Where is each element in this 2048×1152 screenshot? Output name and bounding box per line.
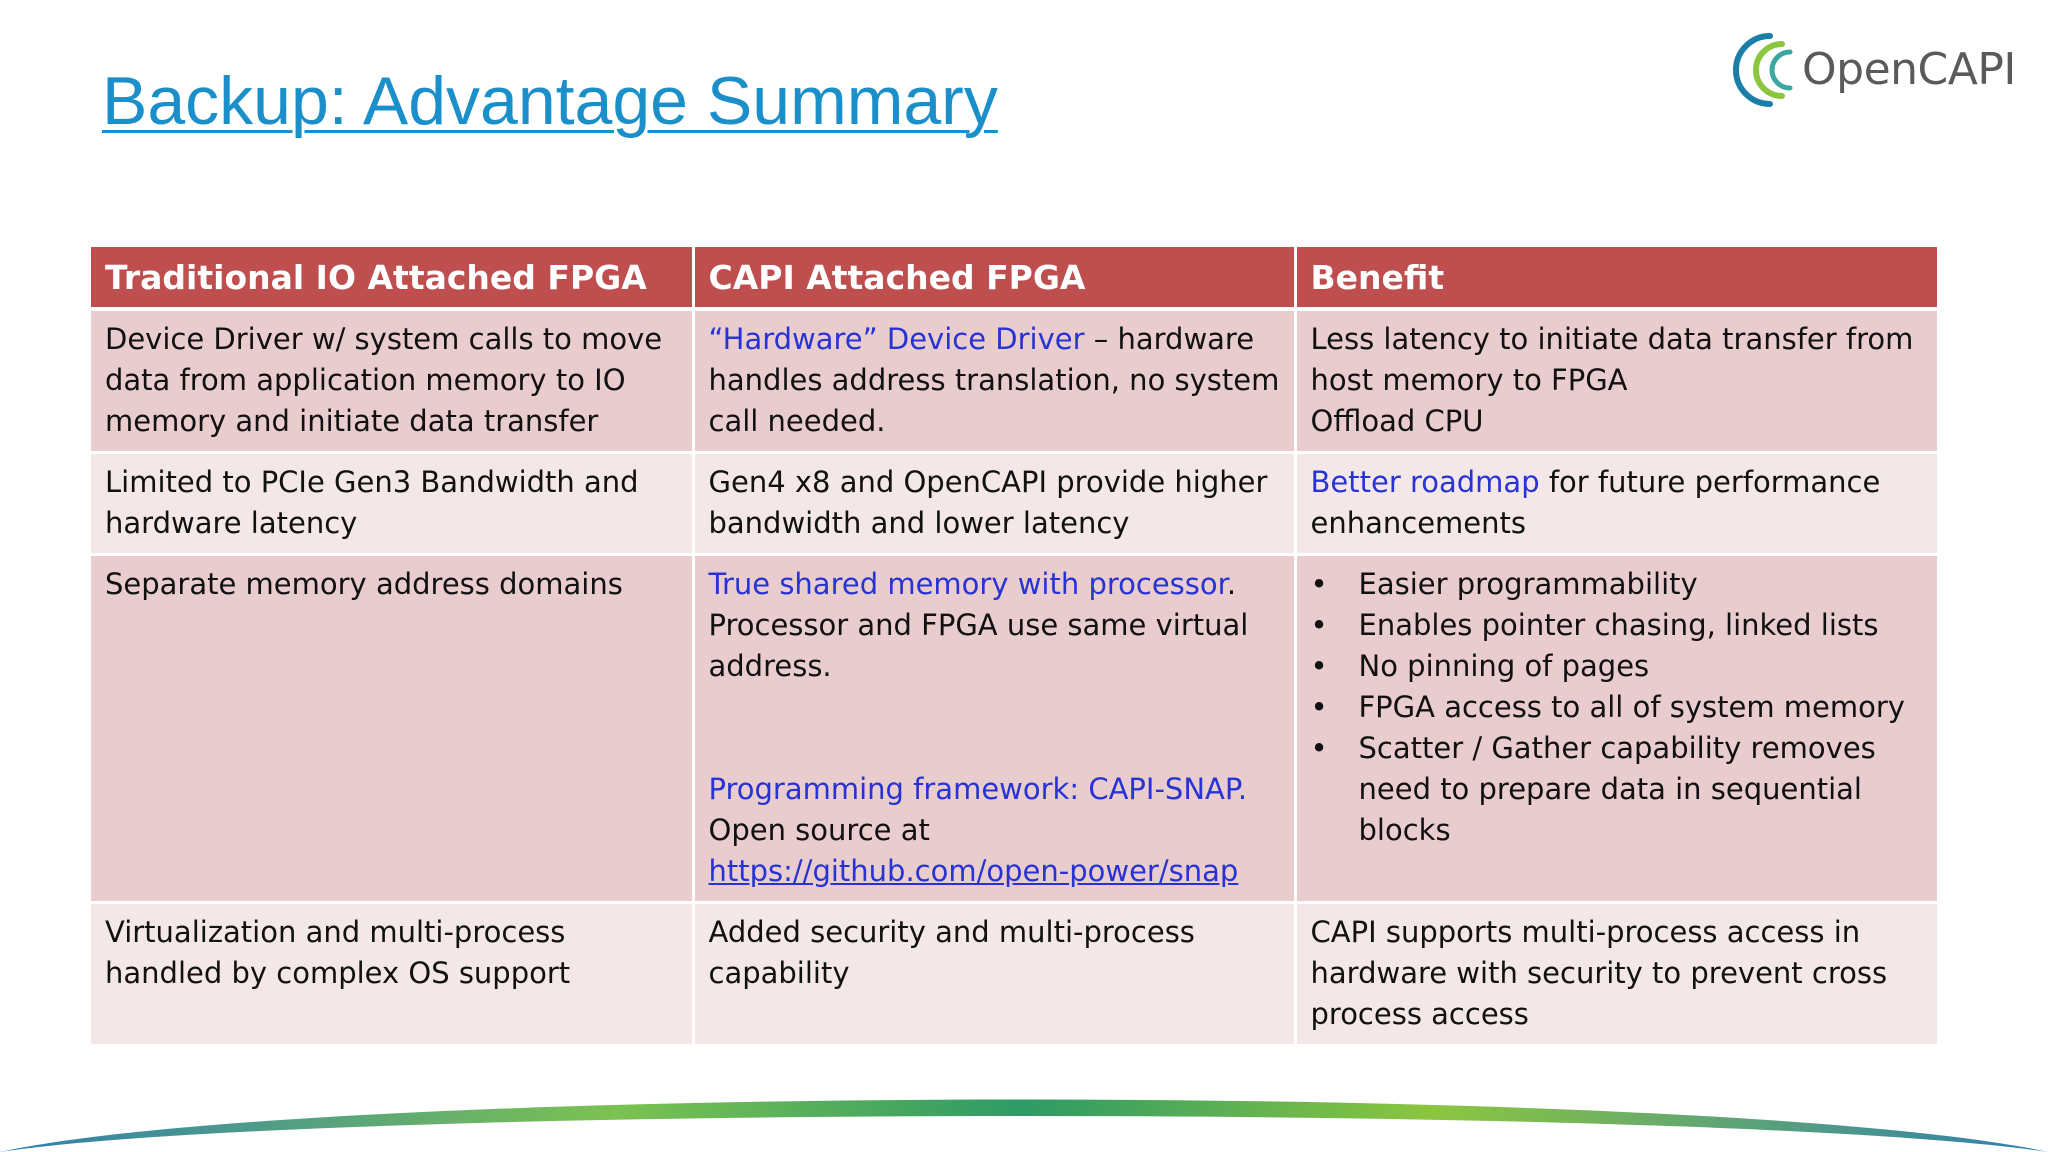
highlight-text: Better roadmap	[1310, 465, 1540, 499]
cell-traditional: Separate memory address domains	[91, 555, 693, 903]
cell-traditional: Device Driver w/ system calls to move data from application memory to IO memory and initiate data transfer	[91, 309, 693, 453]
cell-text: – hardware handles address translation, no system call needed.	[708, 322, 1280, 438]
framework-text: Programming framework: CAPI-SNAP.	[708, 772, 1248, 806]
cell-capi: Gen4 x8 and OpenCAPI provide higher bandwidth and lower latency	[693, 453, 1295, 555]
snap-github-link[interactable]: https://github.com/open-power/snap	[708, 854, 1239, 888]
slide-title[interactable]: Backup: Advantage Summary	[102, 63, 998, 139]
opencapi-logo	[1730, 30, 2016, 110]
spacer	[709, 687, 1280, 769]
table-row	[91, 555, 1937, 903]
list-item: • Enables pointer chasing, linked lists	[1311, 605, 1924, 646]
table-row	[91, 903, 1937, 1046]
cell-capi	[693, 555, 1295, 903]
header-capi: CAPI Attached FPGA	[693, 247, 1295, 309]
highlight-text: “Hardware” Device Driver	[708, 322, 1085, 356]
cell-text: for future performance enhancements	[1310, 465, 1881, 540]
cell-capi: Added security and multi-process capability	[693, 903, 1295, 1046]
cell-capi	[693, 309, 1295, 453]
cell-traditional: Limited to PCIe Gen3 Bandwidth and hardware latency	[91, 453, 693, 555]
cell-text: Open source at	[708, 813, 930, 847]
cell-text: .	[1226, 567, 1237, 601]
table-header-row	[91, 247, 1937, 309]
header-traditional: Traditional IO Attached FPGA	[91, 247, 693, 309]
benefit-line: Less latency to initiate data transfer from host memory to FPGA	[1310, 322, 1914, 397]
cell-benefit	[1295, 555, 1937, 903]
opencapi-logo-icon	[1730, 30, 1810, 110]
table-row	[91, 309, 1937, 453]
footer-swoosh	[0, 1070, 2048, 1152]
logo-text: OpenCAPI	[1802, 44, 2016, 95]
highlight-text: True shared memory with processor	[708, 567, 1227, 601]
table-row	[91, 453, 1937, 555]
cell-benefit	[1295, 453, 1937, 555]
benefit-line: Offload CPU	[1310, 404, 1484, 438]
cell-text: Processor and FPGA use same virtual address.	[708, 608, 1249, 683]
list-item: • Scatter / Gather capability removes need to prepare data in sequential blocks	[1311, 728, 1924, 851]
cell-traditional: Virtualization and multi-process handled by complex OS support	[91, 903, 693, 1046]
list-item: • Easier programmability	[1311, 564, 1924, 605]
benefit-list	[1311, 564, 1924, 851]
header-benefit: Benefit	[1295, 247, 1937, 309]
list-item: • FPGA access to all of system memory	[1311, 687, 1924, 728]
advantage-table	[91, 247, 1937, 1047]
list-item: • No pinning of pages	[1311, 646, 1924, 687]
cell-benefit: CAPI supports multi-process access in hardware with security to prevent cross process access	[1295, 903, 1937, 1046]
cell-benefit	[1295, 309, 1937, 453]
